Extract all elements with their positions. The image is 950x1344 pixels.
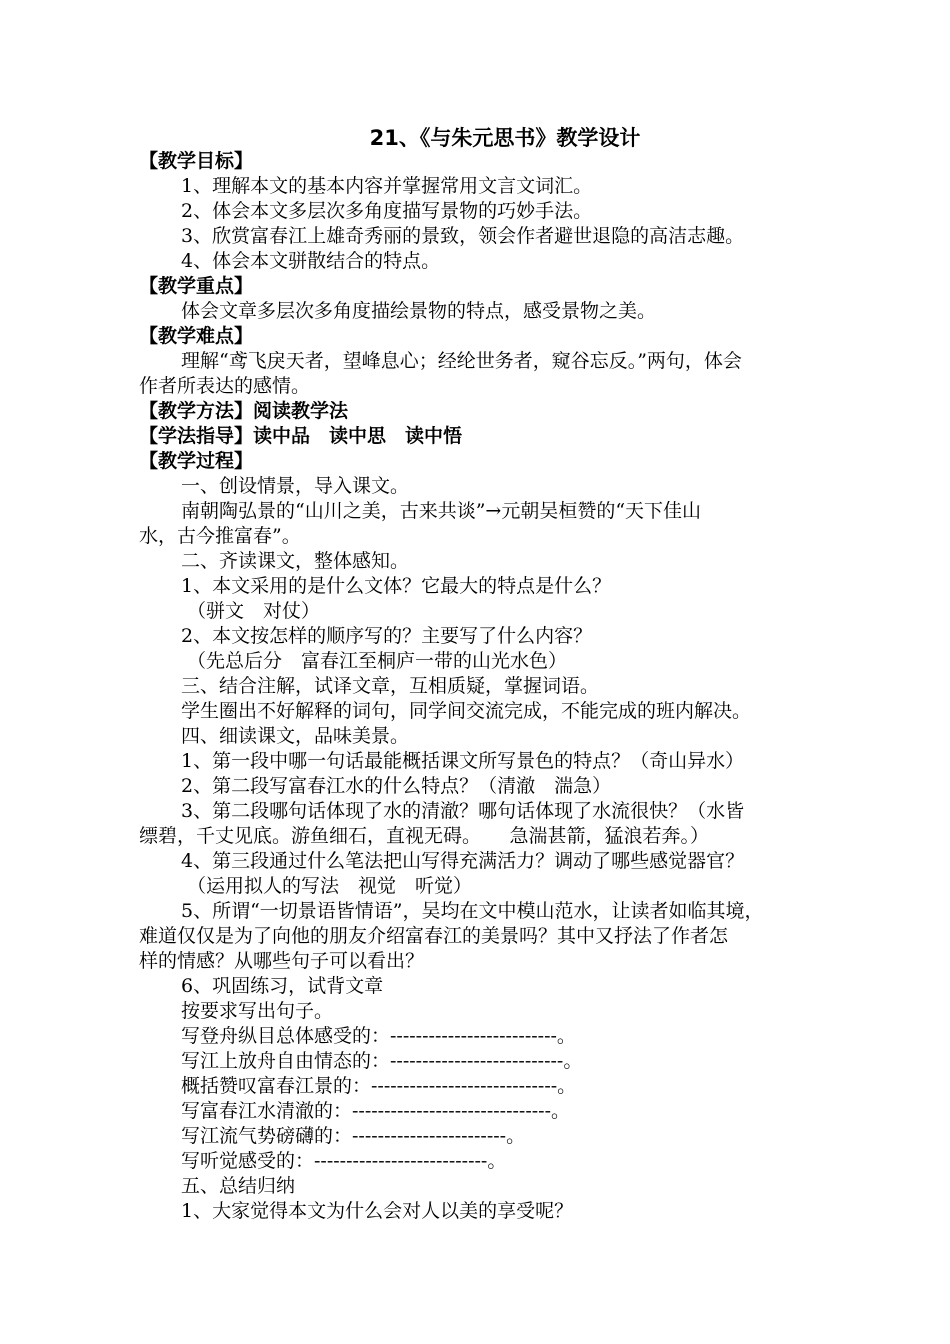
text-line: 学生圈出不好解释的词句，同学间交流完成，不能完成的班内解决。: [181, 700, 752, 722]
text-line: 南朝陶弘景的“山川之美，古来共谈”→元朝吴桓赞的“天下佳山: [181, 500, 702, 522]
section-heading: 【教学难点】: [139, 325, 254, 347]
text-line: 1、大家觉得本文为什么会对人以美的享受呢？: [181, 1200, 574, 1222]
text-line: 难道仅仅是为了向他的朋友介绍富春江的美景吗？其中又抒法了作者怎: [139, 925, 729, 947]
section-heading: 【教学目标】: [139, 150, 254, 172]
text-line: 水，古今推富春”。: [139, 525, 301, 547]
text-line: 写听觉感受的：---------------------------。: [181, 1150, 507, 1172]
text-line: 2、本文按怎样的顺序写的？主要写了什么内容？: [181, 625, 593, 647]
text-line: 作者所表达的感情。: [139, 375, 311, 397]
text-line: 4、体会本文骈散结合的特点。: [181, 250, 441, 272]
text-line: 2、第二段写富春江水的什么特点？（清澈 湍急）: [181, 775, 612, 797]
text-line: （运用拟人的写法 视觉 听觉）: [187, 875, 473, 897]
text-line: 三、结合注解，试译文章，互相质疑，掌握词语。: [181, 675, 600, 697]
text-line: （骈文 对仗）: [187, 600, 321, 622]
text-line: 6、巩固练习，试背文章: [181, 975, 384, 997]
text-line: 样的情感？从哪些句子可以看出？: [139, 950, 425, 972]
text-line: 概括赞叹富春江景的：-----------------------------。: [181, 1075, 577, 1097]
document-body: [139, 149, 859, 1224]
text-line: 写富春江水清澈的：-------------------------------。: [181, 1100, 571, 1122]
section-heading: 【教学过程】: [139, 450, 254, 472]
section-heading: 【教学重点】: [139, 275, 254, 297]
text-line: 按要求写出句子。: [181, 1000, 334, 1022]
text-line: 1、理解本文的基本内容并掌握常用文言文词汇。: [181, 175, 593, 197]
text-line: 3、第二段哪句话体现了水的清澈？哪句话体现了水流很快？（水皆: [181, 800, 745, 822]
section-heading: 【教学方法】阅读教学法: [139, 400, 349, 422]
text-line: 体会文章多层次多角度描绘景物的特点，感受景物之美。: [181, 300, 657, 322]
text-line: 写登舟纵目总体感受的：--------------------------。: [181, 1025, 576, 1047]
section-heading: 【学法指导】读中品 读中思 读中悟: [139, 425, 463, 447]
text-line: 1、本文采用的是什么文体？它最大的特点是什么？: [181, 575, 612, 597]
text-line: 2、体会本文多层次多角度描写景物的巧妙手法。: [181, 200, 593, 222]
document-title: 21、《与朱元思书》教学设计: [369, 126, 641, 150]
text-line: 3、欣赏富春江上雄奇秀丽的景致，领会作者避世退隐的高洁志趣。: [181, 225, 745, 247]
text-line: 一、创设情景，导入课文。: [181, 475, 410, 497]
text-line: 写江流气势磅礴的：------------------------。: [181, 1125, 526, 1147]
text-line: 四、细读课文，品味美景。: [181, 725, 410, 747]
text-line: 5、所谓“一切景语皆情语”，吴均在文中模山范水，让读者如临其境，: [181, 900, 764, 922]
text-line: （先总后分 富春江至桐庐一带的山光水色）: [187, 650, 568, 672]
text-line: 缥碧，千丈见底。游鱼细石，直视无碍。 急湍甚箭，猛浪若奔。）: [139, 825, 710, 847]
text-line: 4、第三段通过什么笔法把山写得充满活力？调动了哪些感觉器官？: [181, 850, 745, 872]
text-line: 理解“鸢飞戾天者，望峰息心；经纶世务者，窥谷忘反。”两句，体会: [181, 350, 742, 372]
text-line: 五、总结归纳: [181, 1175, 296, 1197]
text-line: 1、第一段中哪一句话最能概括课文所写景色的特点？（奇山异水）: [181, 750, 745, 772]
text-line: 二、齐读课文，整体感知。: [181, 550, 410, 572]
text-line: 写江上放舟自由情态的：---------------------------。: [181, 1050, 583, 1072]
